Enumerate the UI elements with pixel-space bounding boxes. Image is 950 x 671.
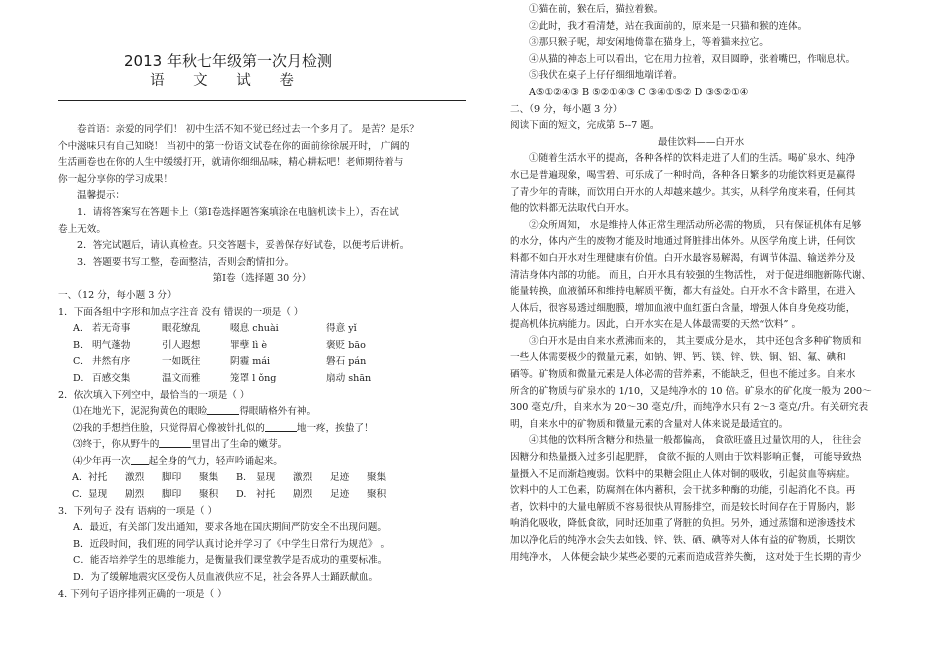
q2-sentence-part: ⑴在地光下，泥泥狗黄色的眼睑 (73, 406, 208, 418)
article-line: 能量转换，血液循环和维持电解质平衡，都大有益处。白开水不含卡路里，在进入 (510, 286, 856, 298)
article-line: 因糖分和热量摄入过多引起肥胖， 食欲不振的人则由于饮料影响正餐， 可能导致热 (510, 452, 862, 464)
article-line: 的水分，体内产生的废物才能及时地通过肾脏排出体外。从医学角度上讲，任何饮 (510, 236, 856, 248)
option-word: 笼罩 l ǒng (230, 372, 277, 384)
q4-sentence: ④从猫的神态上可以看出，它在用力拉着，双目圆睁，张着嘴巴，作喘息状。 (529, 53, 856, 65)
choice-word: 激烈 (125, 472, 145, 484)
option-letter: C. (73, 356, 84, 368)
option-word: 阴霾 mái (230, 356, 271, 368)
option-word: 啜息 chuài (230, 323, 279, 335)
article-line: ①随着生活水平的提高，各种各样的饮料走进了人们的生活。喝矿泉水、纯净 (529, 153, 856, 165)
fill-blank (159, 437, 191, 448)
q2-choice-row (58, 470, 466, 487)
choice-word: 足迹 (330, 489, 350, 501)
article-line: 加以净化后的纯净水会失去如钱、锌、铁、硒、碘等对人体有益的矿物质，长期饮 (510, 535, 856, 546)
option-letter: A. (73, 323, 83, 335)
article-line: 明，自来水中的矿物质和微量元素的含量对人体来说是最适宜的。 (510, 418, 789, 430)
article-line: ②众所周知， 水是维持人体正常生理活动所必需的物质， 只有保证机体有足够 (529, 219, 862, 231)
option-word: 眼花缭乱 (162, 323, 201, 335)
q2-sentence (58, 437, 466, 454)
tip-line: 卷上无效。 (58, 223, 106, 235)
article-line: 响消化吸收，降低食欲，同时还加重了肾脏的负担。另外，通过蒸馏和逆渗透技术 (510, 518, 856, 530)
article-title: 最佳饮料——白开水 (657, 136, 745, 148)
q2-sentence-part: 里冒出了生命的嫩芽。 (191, 439, 288, 451)
intro-line: 生活画卷也在你的人生中缓缓打开，就请你细细品味，精心耕耘吧！老师期待着与 (58, 157, 404, 169)
choice-word: 聚积 (199, 489, 219, 501)
choice-letter: A. (72, 472, 82, 484)
article-line: 清洁身体内部的功能。 而且，白开水具有较强的生物活性， 对于促进细胞新陈代谢、 (510, 269, 872, 281)
q2-sentence-part: 得眼睛格外有神。 (239, 406, 317, 418)
section-heading: 二、（9 分，每小题 3 分） (510, 103, 623, 115)
option-word: 罪孽 lì è (230, 339, 268, 351)
article-line: 了青少年的青睐，而饮用白开水的人却越来越少。其实，从科学角度来看，任何其 (510, 186, 856, 198)
choice-word: 显现 (256, 472, 276, 484)
q4-sentence: ②此时，我才看清楚，站在我面前的，原来是一只猫和猴的连体。 (529, 20, 808, 32)
tip-line: 2．答完试题后，请认真检查。只交答题卡，妥善保存好试卷，以便考后讲析。 (77, 240, 410, 252)
option-word: 扇动 shān (326, 372, 372, 384)
q4-options: A⑤①②④③ B ⑤②①④③ C ③④①⑤② D ③⑤②①④ (529, 86, 749, 98)
header-divider (58, 100, 466, 101)
intro-line: 你一起分享你的学习成果！ (58, 173, 174, 185)
article-line: 一些人体需要极少的微量元素，如钠、钾、钙、镁、锌、铁、铜、铝、氟、碘和 (510, 352, 846, 364)
choice-word: 衬托 (88, 472, 108, 484)
section-heading: 一、（12 分，每小题 3 分） (58, 289, 177, 301)
article-line: 饮料中的人工色素，防腐剂在体内蓄积，会干扰多种酶的功能，引起消化不良。再 (510, 485, 856, 497)
article-line: 料都不如白开水对生理健康有价值。白开水最容易解渴，有调节体温、输送养分及 (510, 252, 856, 264)
option-word: 百感交集 (92, 372, 131, 384)
option-word: 磐石 pán (326, 356, 367, 368)
reading-instruction: 阅读下面的短文，完成第 5--7 题。 (510, 120, 660, 132)
option-word: 引人遐想 (162, 339, 201, 351)
option-letter: B. (73, 339, 84, 351)
choice-word: 聚积 (367, 489, 387, 501)
intro-line: 卷首语：亲爱的同学们！ 初中生活不知不觉已经过去一个多月了。 是苦？是乐？ (77, 124, 419, 135)
q3-option: D．为了缓解地震灾区受伤人员血液供应不足，社会各界人士踊跃献血。 (73, 572, 379, 584)
choice-letter: D. (236, 489, 247, 501)
part-title: 第Ⅰ卷（选择题 30 分） (212, 273, 312, 285)
q2-sentence-part: 地一疼，挨蛰了！ (296, 422, 374, 434)
q2-sentence (58, 404, 466, 421)
article-line: 量摄入不足而渐趋瘦弱。饮料中的果糖会阻止人体对铜的吸收，引起贫血等病症。 (510, 468, 856, 480)
article-line: 提高机体抗病能力。因此，白开水实在是人体最需要的天然“饮料” 。 (510, 319, 802, 331)
choice-word: 显现 (88, 489, 108, 501)
choice-word: 剧烈 (293, 489, 313, 501)
q2-sentence (58, 421, 466, 438)
q2-choice-row (58, 487, 466, 504)
choice-word: 足迹 (330, 472, 350, 484)
option-word: 井然有序 (92, 356, 131, 368)
choice-word: 衬托 (256, 489, 276, 501)
q1-option-row (58, 338, 466, 355)
question-2-stem: 2．依次填入下列空中，最恰当的一项是（ ） (58, 389, 250, 401)
fill-blank (265, 421, 297, 432)
article-line: 用纯净水， 人体便会缺少某些必要的元素而造成营养失衡， 这对处于生长期的青少 (510, 551, 862, 563)
option-letter: D. (73, 372, 84, 384)
article-line: 他的饮料都无法取代白开水。 (510, 203, 635, 215)
article-line: 所含的矿物质与矿泉水的 1/10，又是纯净水的 10 倍。矿泉水的矿化度一般为 200～ (510, 385, 872, 397)
q3-option: A．最近，有关部门发出通知，要求各地在国庆期间严防安全不出现问题。 (73, 522, 387, 534)
article-line: ③白开水是由自来水煮沸而来的， 其主要成分是水， 其中还包含多种矿物质和 (529, 335, 862, 347)
choice-letter: C. (72, 489, 83, 501)
exam-subtitle: 语 文 试 卷 (150, 73, 306, 89)
option-word: 一如既往 (162, 356, 201, 368)
article-line: 300 毫克/升，自来水为 20～30 毫克/升，而纯净水只有 2～3 毫克/升。有关研究表 (510, 402, 869, 414)
q2-sentence-part: ⑵我的手想挡住脸，只觉得眉心像被针扎似的 (73, 422, 265, 434)
q4-sentence: ①猫在前，猴在后，猫拉着猴。 (529, 4, 664, 15)
choice-word: 聚集 (199, 472, 219, 484)
article-line: 人体后，很容易透过细胞膜，增加血液中血红蛋白含量，增强人体自身免疫功能， (510, 302, 856, 314)
intro-block (58, 122, 466, 603)
question-4-stem: 4. 下列句子语序排列正确的一项是（ ） (58, 588, 227, 600)
q4-sentence: ⑤我伏在桌子上仔仔细细地端详着。 (529, 70, 683, 82)
right-flow (510, 2, 892, 566)
option-word: 若无奇事 (92, 323, 131, 335)
option-word: 褒贬 bāo (326, 339, 366, 351)
q2-sentence-part: 起全身的气力，轻声吟诵起来。 (148, 455, 283, 467)
q1-option-row (58, 321, 466, 338)
tips-heading: 温馨提示： (77, 190, 125, 202)
article-line: 硒等。矿物质和微量元素是人体必需的营养素，不能缺乏，但也不能过多。自来水 (510, 369, 856, 381)
q4-sentence: ③那只猴子呢，却安闲地倚靠在猫身上，等着猫来拉它。 (529, 37, 769, 49)
q1-option-row (58, 354, 466, 371)
choice-word: 激烈 (293, 472, 313, 484)
choice-word: 剧烈 (125, 489, 145, 501)
article-line: 水已是普遍现象，喝雪碧、可乐成了一种时尚，各种各日繁多的功能饮料更是赢得 (510, 169, 856, 181)
q3-option: C．能否培养学生的思维能力，是衡量我们课堂教学是否成功的重要标准。 (73, 555, 388, 567)
choice-word: 脚印 (162, 489, 182, 501)
fill-blank (207, 404, 239, 415)
question-3-stem: 3．下列句子 没有 语病的一项是（ ） (58, 505, 218, 517)
choice-word: 聚集 (367, 472, 387, 484)
q3-option: B．近段时间，我们班的同学认真讨论并学习了《中学生日常行为规范》 。 (73, 538, 391, 550)
q2-sentence (58, 454, 466, 471)
intro-line: 个中滋味只有自己知晓！ 当初中的第一份语文试卷在你的面前徐徐展开时， 广阔的 (58, 140, 410, 152)
article-line: 者，饮料中的大量电解质不容易很快从胃肠排空，而是较长时间存在于胃肠内，影 (510, 501, 856, 513)
tip-line: 1．请将答案写在答题卡上（第Ⅰ卷选择题答案填涂在电脑机读卡上），否在试 (77, 206, 399, 218)
choice-word: 脚印 (162, 472, 182, 484)
option-word: 温文而雅 (162, 372, 201, 384)
tip-line: 3．答题要书写工整，卷面整洁，否则会酌情扣分。 (77, 256, 295, 268)
exam-title: 2013 年秋七年级第一次月检测 (124, 52, 332, 70)
choice-letter: B. (236, 472, 247, 484)
question-1-stem: 1．下面各组中字形和加点字注音 没有 错误的一项是（ ） (58, 306, 304, 318)
q2-sentence-part: ⑷少年再一次 (73, 455, 131, 467)
option-word: 得意 yǐ (326, 323, 357, 335)
q2-sentence-part: ⑶终于，你从野牛的 (73, 439, 160, 451)
fill-blank (131, 454, 149, 465)
article-body (510, 151, 892, 566)
option-word: 明气蓬勃 (92, 339, 131, 351)
q1-option-row (58, 371, 466, 388)
article-line: ④其他的饮料所含糖分和热量一般都偏高， 食欲旺盛且过量饮用的人， 往往会 (529, 435, 862, 447)
